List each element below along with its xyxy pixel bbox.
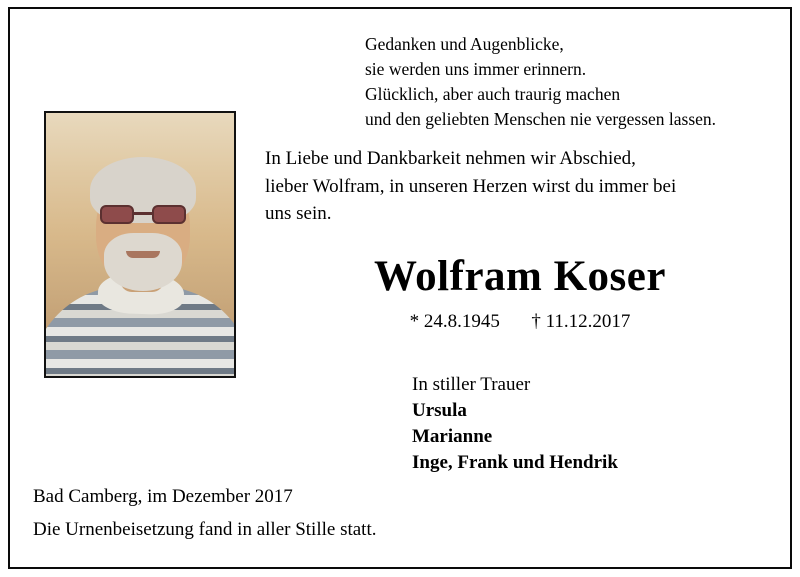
place-and-date: Bad Camberg, im Dezember 2017: [33, 486, 293, 507]
closing-note: Die Urnenbeisetzung fand in aller Stille statt.: [33, 519, 377, 540]
verse-line-4: und den geliebten Menschen nie vergessen lassen.: [365, 109, 717, 129]
verse-line-3: Glücklich, aber auch traurig machen: [365, 84, 621, 104]
mourner-3: Inge, Frank und Hendrik: [412, 452, 618, 473]
portrait-photo: [44, 111, 236, 378]
verse-line-2: sie werden uns immer erinnern.: [365, 59, 587, 79]
life-dates: [265, 310, 775, 334]
photo-mouth: [126, 251, 160, 258]
mourners-block: [412, 372, 752, 476]
dedication-text: [265, 145, 770, 228]
dedication-line-3: uns sein.: [265, 203, 332, 224]
dedication-line-1: In Liebe und Dankbarkeit nehmen wir Abschied,: [265, 148, 636, 169]
deceased-name: Wolfram Koser: [374, 253, 666, 300]
birth-date: * 24.8.1945: [409, 311, 500, 332]
mourner-2: Marianne: [412, 426, 493, 447]
sunglasses-lens-left: [100, 205, 134, 224]
photo-sunglasses: [100, 205, 186, 225]
mourner-1: Ursula: [412, 400, 467, 421]
death-date: † 11.12.2017: [531, 311, 631, 332]
mourning-intro: In stiller Trauer: [412, 374, 531, 395]
footer-block: [33, 480, 633, 546]
verse-line-1: Gedanken und Augenblicke,: [365, 34, 564, 54]
sunglasses-bridge: [134, 212, 152, 215]
sunglasses-lens-right: [152, 205, 186, 224]
memorial-verse: [365, 32, 775, 132]
dedication-line-2: lieber Wolfram, in unseren Herzen wirst du immer bei: [265, 175, 677, 197]
photo-beard: [104, 233, 182, 291]
